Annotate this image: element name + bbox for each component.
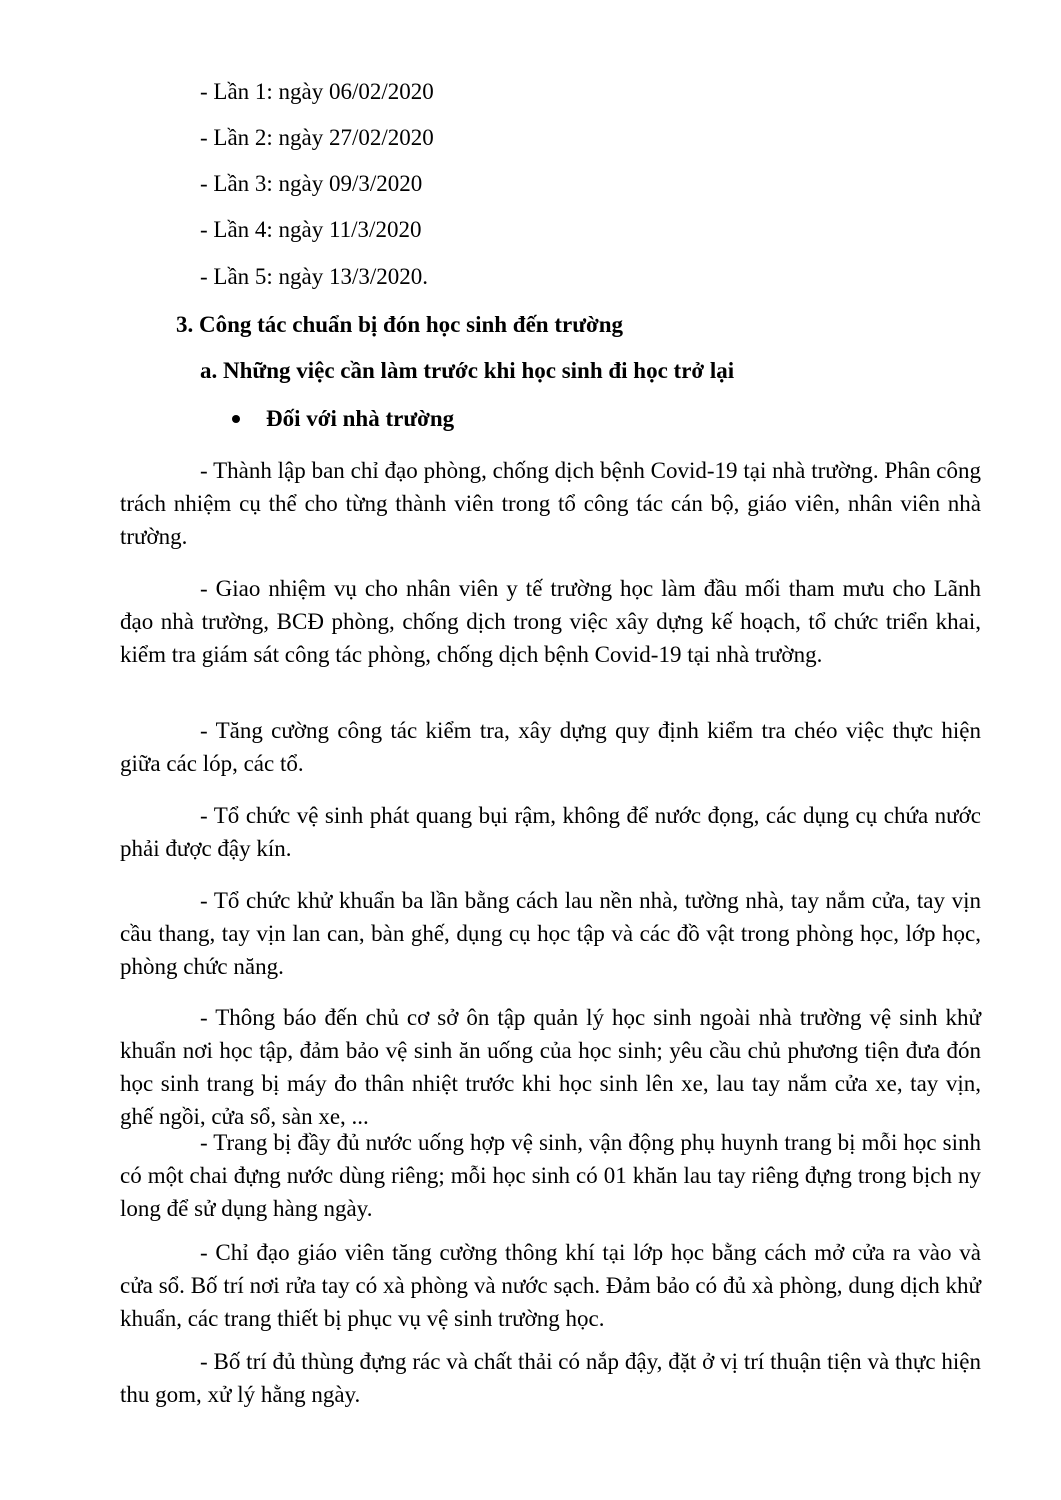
paragraph-8: - Chỉ đạo giáo viên tăng cường thông khí tại lớp học bằng cách mở cửa ra vào và cửa sổ. Bố trí nơi rửa tay có xà phòng và nước sạch. Đảm bảo có đủ xà phòng, dung dịch khử khuẩn, các trang thiết bị phục vụ vệ sinh trường học. xyxy=(120,1240,981,1331)
date-item-5: - Lần 5: ngày 13/3/2020. xyxy=(200,264,429,289)
subsection-heading: a. Những việc cần làm trước khi học sinh đi học trở lại xyxy=(200,358,735,383)
bullet-heading-row xyxy=(232,405,454,433)
paragraph-4: - Tổ chức vệ sinh phát quang bụi rậm, không để nước đọng, các dụng cụ chứa nước phải được đậy kín. xyxy=(120,803,981,861)
date-item-4: - Lần 4: ngày 11/3/2020 xyxy=(200,217,422,242)
bullet-heading: Đối với nhà trường xyxy=(266,406,455,431)
paragraph-3: - Tăng cường công tác kiểm tra, xây dựng quy định kiểm tra chéo việc thực hiện giữa các lóp, các tổ. xyxy=(120,718,981,776)
date-item-1: - Lần 1: ngày 06/02/2020 xyxy=(200,79,434,104)
paragraph-7: - Trang bị đầy đủ nước uống hợp vệ sinh, vận động phụ huynh trang bị mỗi học sinh có một chai đựng nước dùng riêng; mỗi học sinh có 01 khăn lau tay riêng đựng trong bịch ny long để sử dụng hàng ngày. xyxy=(120,1130,981,1221)
section-heading: 3. Công tác chuẩn bị đón học sinh đến trường xyxy=(176,312,624,337)
bullet-dot-icon xyxy=(232,415,240,423)
paragraph-9: - Bố trí đủ thùng đựng rác và chất thải có nắp đậy, đặt ở vị trí thuận tiện và thực hiện thu gom, xử lý hằng ngày. xyxy=(120,1349,981,1407)
paragraph-1: - Thành lập ban chỉ đạo phòng, chống dịch bệnh Covid-19 tại nhà trường. Phân công trách nhiệm cụ thể cho từng thành viên trong tổ công tác cán bộ, giáo viên, nhân viên nhà trường. xyxy=(120,458,981,549)
date-item-2: - Lần 2: ngày 27/02/2020 xyxy=(200,125,434,150)
date-item-3: - Lần 3: ngày 09/3/2020 xyxy=(200,171,423,196)
paragraph-5: - Tổ chức khử khuẩn ba lần bằng cách lau nền nhà, tường nhà, tay nắm cửa, tay vịn cầu thang, tay vịn lan can, bàn ghế, dụng cụ học tập và các đồ vật trong phòng học, lớp học, phòng chức năng. xyxy=(120,888,981,979)
paragraph-2: - Giao nhiệm vụ cho nhân viên y tế trường học làm đầu mối tham mưu cho Lãnh đạo nhà trường, BCĐ phòng, chống dịch trong việc xây dựng kế hoạch, tổ chức triển khai, kiểm tra giám sát công tác phòng, chống dịch bệnh Covid-19 tại nhà trường. xyxy=(120,576,981,667)
paragraph-6: - Thông báo đến chủ cơ sở ôn tập quản lý học sinh ngoài nhà trường vệ sinh khử khuẩn nơi học tập, đảm bảo vệ sinh ăn uống của học sinh; yêu cầu chủ phương tiện đưa đón học sinh trang bị máy đo thân nhiệt trước khi học sinh lên xe, lau tay nắm cửa xe, tay vịn, ghế ngồi, cửa sổ, sàn xe, ... xyxy=(120,1005,981,1129)
